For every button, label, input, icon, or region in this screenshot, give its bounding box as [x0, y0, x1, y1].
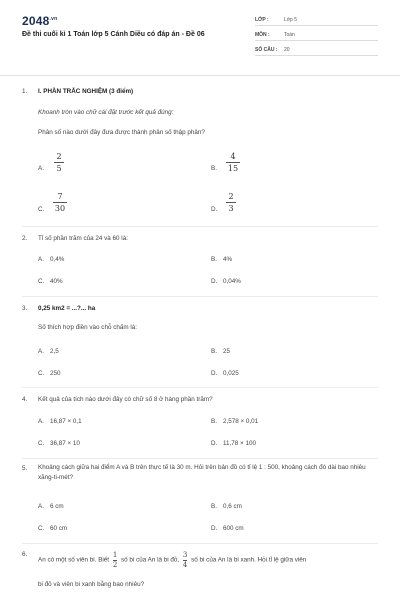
option-b[interactable]: B. 0,6 cm [211, 503, 242, 510]
site-logo[interactable] [22, 14, 57, 28]
meta-value: Toán [284, 32, 295, 38]
question-number: 1. [22, 88, 28, 95]
meta-key: MÔN : [255, 32, 270, 38]
question-number: 4. [22, 396, 28, 403]
option-d[interactable]: D. 0,025 [211, 370, 239, 377]
option-b[interactable]: B. 2,578 × 0,01 [211, 418, 259, 425]
option-b[interactable]: B. 25 [211, 348, 231, 355]
question-number: 2. [22, 235, 28, 242]
question-number: 6. [22, 551, 28, 558]
option-a[interactable]: A. [38, 165, 44, 172]
fraction-blue: $\frac{3}{4}$ [182, 551, 188, 569]
fraction-red: $\frac{1}{2}$ [112, 551, 118, 569]
fraction-c: 7 30 [54, 192, 66, 213]
option-c[interactable]: C. 250 [38, 370, 61, 377]
question-divider [22, 543, 378, 544]
option-d[interactable]: D. 600 cm [211, 525, 244, 532]
question-divider [22, 458, 378, 459]
option-a[interactable]: A. 16,87 × 0,1 [38, 418, 82, 425]
meta-key: LỚP : [255, 17, 269, 23]
option-d[interactable]: D. 0,04% [211, 278, 241, 285]
question-divider [22, 226, 378, 227]
question-divider [22, 296, 378, 297]
question-text-line2: bi đỏ và viên bi xanh bằng bao nhiêu? [38, 581, 145, 588]
option-d[interactable]: D. [211, 206, 218, 213]
option-c[interactable]: C. 40% [38, 278, 63, 285]
fraction-d: 2 3 [228, 192, 234, 213]
question-number: 5. [22, 465, 28, 472]
fraction-a: 2 5 [56, 152, 62, 173]
question-number: 3. [22, 305, 28, 312]
meta-value: Lớp 5 [284, 17, 298, 23]
question-text: Phân số nào dưới đây đưa được thành phân số thập phân? [38, 129, 205, 136]
meta-row-class [255, 14, 378, 26]
option-a[interactable]: A. 6 cm [38, 503, 64, 510]
section-heading: I. PHẦN TRẮC NGHIỆM (3 điểm) [38, 88, 134, 95]
header-divider [0, 75, 400, 76]
option-a[interactable]: A. 0,4% [38, 256, 65, 263]
logo-tld: .vn [49, 16, 58, 22]
option-b[interactable]: B. 4% [211, 256, 233, 263]
meta-row-count [255, 44, 378, 56]
logo-text: 2048 [22, 14, 50, 28]
option-c[interactable]: C. [38, 206, 45, 213]
question-divider [22, 387, 378, 388]
fraction-b: 4 15 [227, 152, 239, 173]
option-b[interactable]: B. [211, 165, 217, 172]
question-text: Kết quả của tích nào dưới đây có chữ số 8 ở hàng phần trăm? [38, 396, 213, 403]
question-text: An có một số viên bi. Biết $\frac{1}{2}$ số bi của An là bi đỏ, $\frac{3}{4}$ số bi của An là bi xanh. Hỏi tỉ lệ giữa viên [38, 551, 307, 569]
question-text: Tỉ số phần trăm của 24 và 60 là: [38, 235, 128, 242]
question-instruction: Khoanh tròn vào chữ cái đặt trước kết quả đúng: [38, 109, 174, 116]
option-c[interactable]: C. 60 cm [38, 525, 68, 532]
document-title: Đề thi cuối kì 1 Toán lớp 5 Cánh Diều có đáp án - Đề 06 [22, 31, 205, 38]
meta-key: SỐ CÂU : [255, 47, 278, 53]
meta-row-subject [255, 29, 378, 41]
option-c[interactable]: C. 36,87 × 10 [38, 440, 80, 447]
meta-value: 20 [284, 47, 290, 53]
option-d[interactable]: D. 11,78 × 100 [211, 440, 256, 447]
question-text: Số thích hợp điền vào chỗ chấm là: [38, 324, 137, 331]
option-a[interactable]: A. 2,5 [38, 348, 59, 355]
question-text: Khoảng cách giữa hai điểm A và B trên thực tế là 30 m. Hỏi trên bản đồ có tỉ lệ 1 : 500, khoảng cách đó dài bao nhiêu xăng-ti-mét? [38, 464, 366, 481]
question-title: 0,25 km2 = ...?... ha [38, 305, 96, 312]
